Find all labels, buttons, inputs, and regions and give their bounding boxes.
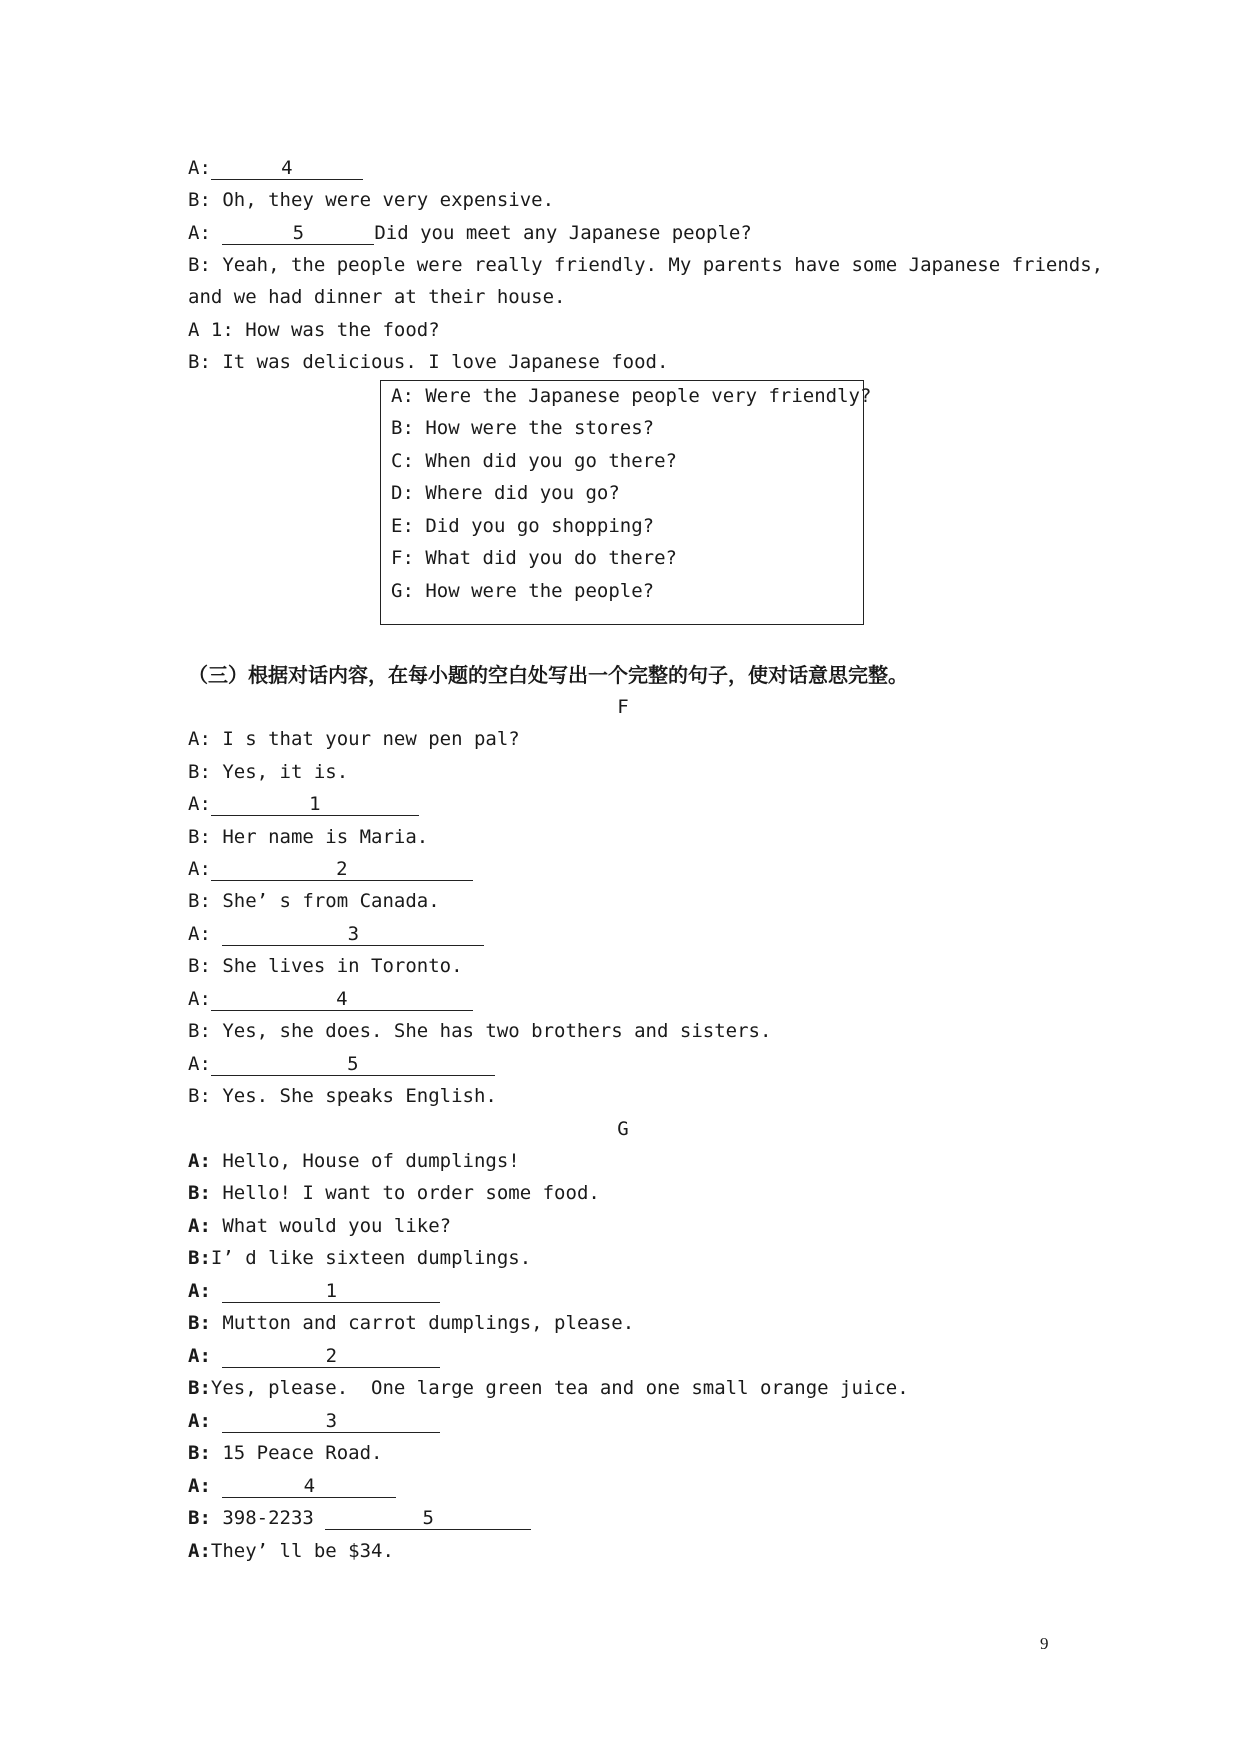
speaker-label: B:: [188, 1507, 211, 1529]
dialogue-line: [188, 1308, 634, 1338]
option-item: A: Were the Japanese people very friendly?: [391, 385, 872, 407]
speaker-label: B:: [188, 1312, 211, 1334]
answer-blank[interactable]: 4: [222, 1475, 396, 1498]
option-item: G: How were the people?: [391, 580, 655, 602]
speaker-label: A:: [188, 1215, 211, 1237]
options-box: [380, 380, 872, 625]
dialogue-line: [188, 1243, 531, 1273]
dialogue-line: [188, 1373, 909, 1403]
speaker-label: B:: [188, 1182, 211, 1204]
dialogue-line: and we had dinner at their house.: [188, 286, 566, 308]
dialogue-line: B: Oh, they were very expensive.: [188, 189, 555, 211]
dialogue-line: [188, 919, 484, 949]
dialogue-line: [188, 218, 752, 248]
speaker-label: A:: [188, 923, 223, 945]
dialogue-text: Did you meet any Japanese people?: [374, 222, 752, 244]
dialogue-line: [188, 1503, 531, 1533]
speaker-label: A:: [188, 157, 211, 179]
speaker-label: A:: [188, 858, 211, 880]
option-item: D: Where did you go?: [391, 482, 620, 504]
dialogue-line: B: It was delicious. I love Japanese food.: [188, 351, 669, 373]
dialogue-line: B: She’ s from Canada.: [188, 890, 440, 912]
answer-blank[interactable]: 1: [222, 1280, 440, 1303]
speaker-label: A:: [188, 222, 223, 244]
option-item: B: How were the stores?: [391, 417, 655, 439]
dialogue-line: [188, 1211, 451, 1241]
speaker-label: A:: [188, 988, 211, 1010]
dialogue-line: A: I s that your new pen pal?: [188, 728, 520, 750]
dialogue-text: 398-2233: [210, 1507, 326, 1529]
answer-blank[interactable]: 5: [211, 1053, 495, 1076]
option-item: E: Did you go shopping?: [391, 515, 655, 537]
answer-blank[interactable]: 5: [325, 1507, 531, 1530]
answer-blank[interactable]: 3: [222, 1410, 440, 1433]
dialogue-text: 15 Peace Road.: [210, 1442, 383, 1464]
dialogue-line: [188, 1146, 520, 1176]
speaker-label: A:: [188, 1410, 211, 1432]
speaker-label: A:: [188, 1150, 211, 1172]
answer-blank[interactable]: 2: [211, 858, 473, 881]
dialogue-line: [188, 1536, 394, 1566]
dialogue-line: B: Yes. She speaks English.: [188, 1085, 497, 1107]
option-item: C: When did you go there?: [391, 450, 677, 472]
dialogue-line: [188, 789, 419, 819]
dialogue-line: [188, 153, 363, 183]
dialogue-line: B: Her name is Maria.: [188, 826, 429, 848]
dialogue-line: [188, 1178, 600, 1208]
dialogue-letter: F: [617, 696, 629, 718]
dialogue-line: [188, 1341, 440, 1371]
answer-blank[interactable]: 1: [211, 793, 419, 816]
speaker-label: B:: [188, 1442, 211, 1464]
dialogue-line: [188, 1049, 495, 1079]
dialogue-text: Hello! I want to order some food.: [210, 1182, 600, 1204]
speaker-label: B:: [188, 1377, 211, 1399]
speaker-label: A:: [188, 1345, 211, 1367]
speaker-label: A:: [188, 1540, 211, 1562]
option-item: F: What did you do there?: [391, 547, 677, 569]
answer-blank[interactable]: 4: [211, 157, 363, 180]
dialogue-line: [188, 1471, 396, 1501]
dialogue-letter: G: [617, 1118, 629, 1140]
speaker-label: A:: [188, 793, 211, 815]
speaker-label: A:: [188, 1475, 211, 1497]
dialogue-text: They’ ll be $34.: [210, 1540, 394, 1562]
speaker-label: A:: [188, 1053, 211, 1075]
dialogue-line: [188, 854, 473, 884]
section-heading: （三）根据对话内容，在每小题的空白处写出一个完整的句子，使对话意思完整。: [188, 663, 908, 687]
dialogue-line: B: Yes, it is.: [188, 761, 349, 783]
dialogue-line: A 1: How was the food?: [188, 319, 440, 341]
dialogue-text: Yes, please. One large green tea and one small orange juice.: [210, 1377, 909, 1399]
page-number: 9: [1040, 1634, 1049, 1653]
dialogue-line: B: Yeah, the people were really friendly. My parents have some Japanese friends,: [188, 254, 1104, 276]
speaker-label: A:: [188, 1280, 211, 1302]
dialogue-line: [188, 1406, 440, 1436]
dialogue-text: Mutton and carrot dumplings, please.: [210, 1312, 635, 1334]
dialogue-text: I’ d like sixteen dumplings.: [210, 1247, 532, 1269]
dialogue-line: [188, 984, 473, 1014]
speaker-label: B:: [188, 1247, 211, 1269]
answer-blank[interactable]: 2: [222, 1345, 440, 1368]
dialogue-line: B: Yes, she does. She has two brothers and sisters.: [188, 1020, 772, 1042]
dialogue-text: Hello, House of dumplings!: [210, 1150, 520, 1172]
dialogue-line: [188, 1276, 440, 1306]
answer-blank[interactable]: 3: [222, 923, 484, 946]
dialogue-text: What would you like?: [210, 1215, 452, 1237]
dialogue-line: B: She lives in Toronto.: [188, 955, 463, 977]
answer-blank[interactable]: 5: [222, 222, 374, 245]
answer-blank[interactable]: 4: [211, 988, 473, 1011]
dialogue-line: [188, 1438, 382, 1468]
